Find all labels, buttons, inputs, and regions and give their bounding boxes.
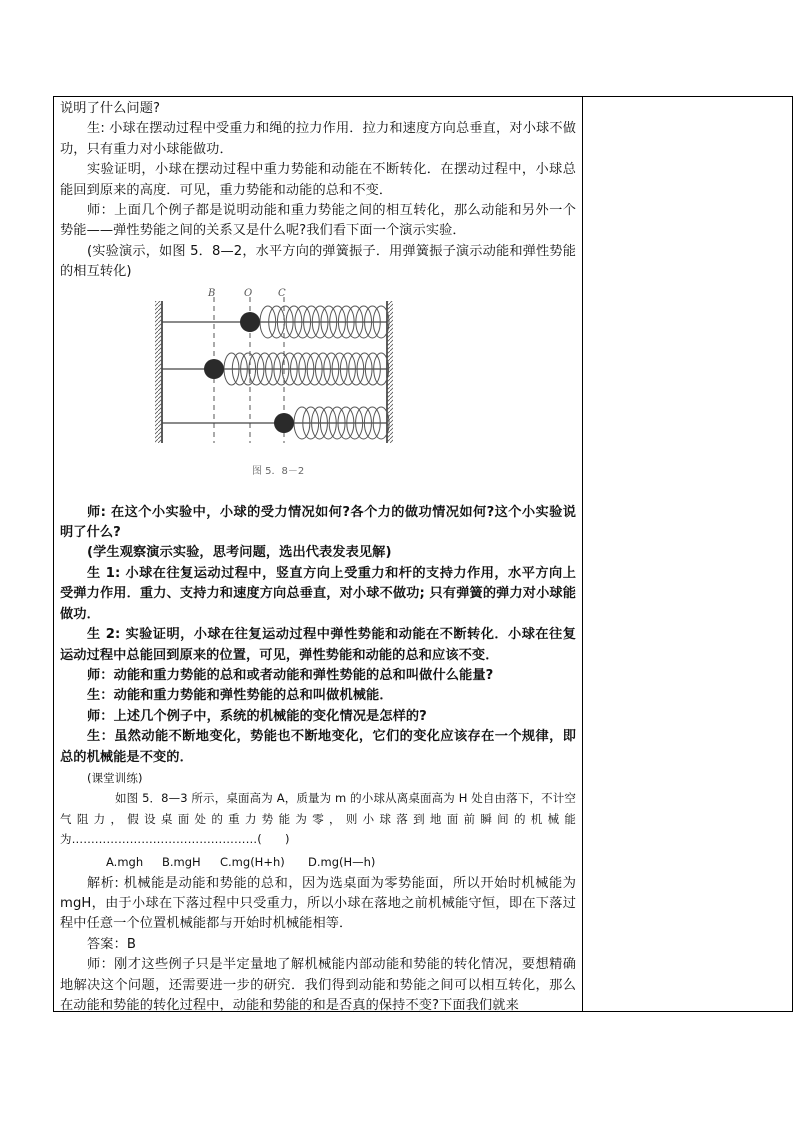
paragraph: 实验证明，小球在摆动过程中重力势能和动能在不断转化．在摆动过程中，小球总能回到原来的高度．可见，重力势能和动能的总和不变． bbox=[60, 162, 576, 198]
label-b: B bbox=[208, 287, 216, 299]
exercise-heading: (课堂训练) bbox=[87, 770, 143, 785]
lesson-table bbox=[53, 96, 793, 1012]
option-a: A.mgh bbox=[106, 854, 144, 869]
ball-at-o bbox=[240, 312, 260, 332]
exercise-options bbox=[60, 852, 576, 872]
spring-oscillator-diagram bbox=[142, 287, 394, 501]
figure-caption: 图 5．8－2 bbox=[252, 465, 305, 477]
answer: 答案：B bbox=[87, 936, 137, 952]
solution: 解析: 机械能是动能和势能的总和，因为选桌面为零势能面，所以开始时机械能为 mgH，由于小球在下落过程中只受重力，所以小球在落地之前机械能守恒，即在下落过程中任意一个位置机械能都与开始时机械能相等． bbox=[60, 875, 576, 932]
teacher-question: 师：上述几个例子中，系统的机械能的变化情况是怎样的? bbox=[87, 708, 427, 724]
teacher-remark: 师：上面几个例子都是说明动能和重力势能之间的相互转化，那么动能和另外一个势能——弹性势能之间的关系又是什么呢?我们看下面一个演示实验． bbox=[60, 203, 576, 239]
column-divider bbox=[582, 97, 583, 1011]
exercise-question: 如图 5．8—3 所示，桌面高为 A，质量为 m 的小球从离桌面高为 H 处自由落下，不计空气阻力，假设桌面处的重力势能为零，则小球落到地面前瞬间的机械能为…………………………………………( ) bbox=[60, 791, 576, 847]
student-answer: 生：虽然动能不断地变化，势能也不断地变化，它们的变化应该存在一个规律，即总的机械能是不变的． bbox=[60, 729, 576, 765]
spring-oscillator-figure bbox=[60, 287, 576, 501]
text-line: 说明了什么问题? bbox=[60, 101, 161, 116]
right-wall bbox=[387, 301, 393, 443]
label-o: O bbox=[244, 287, 253, 299]
option-d: D.mg(H—h) bbox=[308, 854, 376, 869]
lesson-content bbox=[60, 99, 576, 1016]
label-c: C bbox=[278, 287, 286, 299]
option-b: B.mgH bbox=[162, 854, 201, 869]
left-wall bbox=[155, 301, 162, 443]
teacher-question: 师: 在这个小实验中，小球的受力情况如何?各个力的做功情况如何?这个小实验说明了什么? bbox=[60, 504, 576, 541]
ball-at-c bbox=[274, 413, 294, 433]
option-c: C.mg(H+h) bbox=[220, 854, 285, 869]
class-note: (学生观察演示实验，思考问题，选出代表发表见解) bbox=[87, 545, 392, 561]
teacher-summary: 师：刚才这些例子只是半定量地了解机械能内部动能和势能的转化情况，要想精确地解决这个问题，还需要进一步的研究．我们得到动能和势能之间可以相互转化，那么在动能和势能的转化过程中，动能和势能的和是否真的保持不变?下面我们就来 bbox=[60, 957, 576, 1013]
teacher-question: 师：动能和重力势能的总和或者动能和弹性势能的总和叫做什么能量? bbox=[87, 667, 494, 683]
student-1-answer: 生 1: 小球在往复运动过程中，竖直方向上受重力和杆的支持力作用，水平方向上受弹力作用．重力、支持力和速度方向总垂直，对小球不做功; 只有弹簧的弹力对小球能做功． bbox=[60, 565, 576, 622]
ball-at-b bbox=[204, 359, 224, 379]
student-2-answer: 生 2: 实验证明，小球在往复运动过程中弹性势能和动能在不断转化．小球在往复运动过程中总能回到原来的位置，可见，弹性势能和动能的总和应该不变． bbox=[60, 627, 576, 663]
demo-note: (实验演示，如图 5．8—2，水平方向的弹簧振子．用弹簧振子演示动能和弹性势能的相互转化) bbox=[60, 243, 576, 280]
student-answer: 生: 小球在摆动过程中受重力和绳的拉力作用．拉力和速度方向总垂直，对小球不做功，只有重力对小球能做功． bbox=[60, 121, 576, 157]
student-answer: 生：动能和重力势能和弹性势能的总和叫做机械能． bbox=[87, 688, 393, 704]
